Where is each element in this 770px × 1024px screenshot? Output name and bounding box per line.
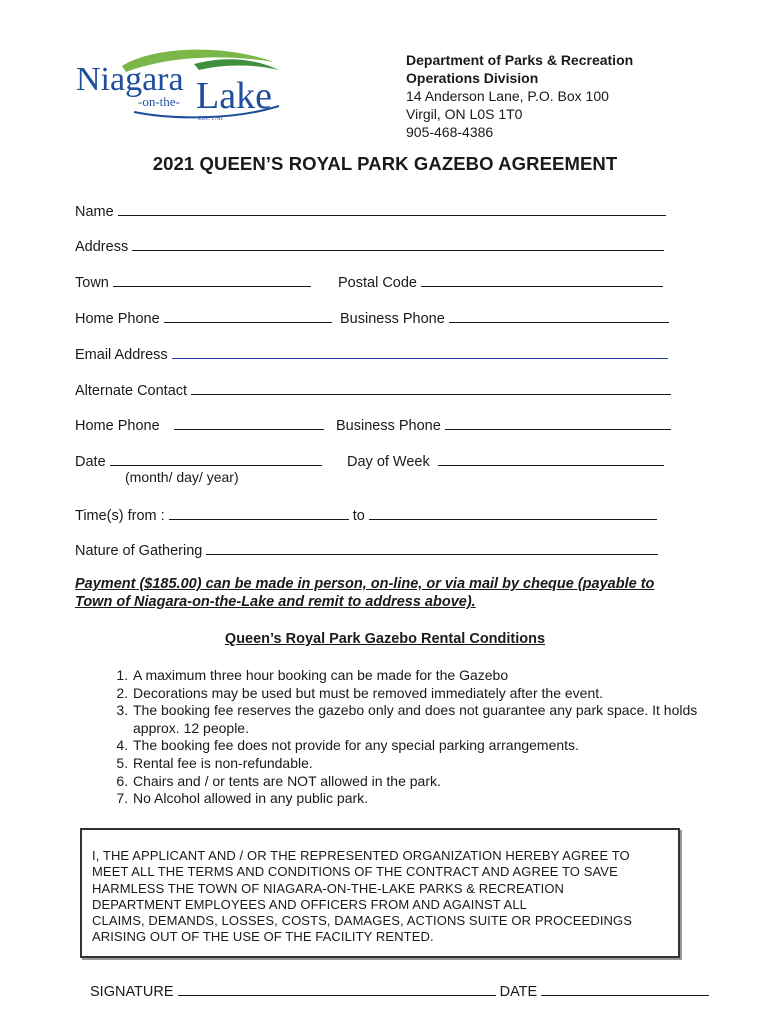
signature-label: SIGNATURE [90, 984, 174, 1000]
postal-code-label: Postal Code [338, 275, 417, 291]
alternate-contact-field[interactable] [191, 380, 671, 395]
address-row [75, 236, 664, 256]
home-phone-label: Home Phone [75, 311, 160, 327]
conditions-list [92, 667, 742, 808]
city-postal: Virgil, ON L0S 1T0 [406, 106, 523, 122]
condition-item: 2. Decorations may be used but must be removed immediately after the event. [132, 685, 742, 703]
alternate-contact-label: Alternate Contact [75, 383, 188, 399]
town-label: Town [75, 275, 109, 291]
logo-word-lake: Lake [196, 75, 272, 117]
signature-date-field[interactable] [541, 981, 709, 996]
agreement-line: I, THE APPLICANT AND / OR THE REPRESENTED ORGANIZATION HEREBY AGREE TO [92, 848, 630, 863]
agreement-box [80, 828, 680, 958]
name-row [75, 201, 666, 221]
times-to-field[interactable] [369, 505, 657, 520]
nature-label: Nature of Gathering [75, 543, 203, 559]
times-row [75, 505, 657, 525]
street-address: 14 Anderson Lane, P.O. Box 100 [406, 88, 609, 104]
condition-item: 4. The booking fee does not provide for any special parking arrangements. [132, 737, 742, 755]
condition-item: 3. The booking fee reserves the gazebo only and does not guarantee any park space. It holds approx. 12 people. [132, 702, 742, 737]
home-phone-2-label: Home Phone [75, 418, 160, 434]
address-field[interactable] [132, 236, 664, 251]
town-logo [74, 48, 286, 122]
business-phone-2-field[interactable] [445, 415, 671, 430]
business-phone-2-row [336, 415, 671, 435]
town-row [75, 272, 311, 292]
name-label: Name [75, 204, 114, 220]
nature-field[interactable] [206, 540, 658, 555]
agreement-line: MEET ALL THE TERMS AND CONDITIONS OF THE CONTRACT AND AGREE TO SAVE [92, 864, 618, 880]
phone-number: 905-468-4386 [406, 124, 494, 140]
home-phone-row [75, 308, 332, 328]
home-phone-field[interactable] [164, 308, 332, 323]
page-title: 2021 QUEEN’S ROYAL PARK GAZEBO AGREEMENT [152, 153, 618, 174]
postal-code-row [338, 272, 663, 292]
times-to-label: to [352, 508, 365, 524]
department-address [406, 51, 633, 141]
date-format-hint: (month/ day/ year) [125, 469, 239, 485]
email-field[interactable] [172, 344, 668, 359]
business-phone-label: Business Phone [340, 311, 445, 327]
nature-row [75, 540, 658, 560]
date-row [75, 451, 322, 471]
condition-item: 6. Chairs and / or tents are NOT allowed in the park. [132, 773, 742, 791]
times-from-field[interactable] [169, 505, 349, 520]
agreement-line: DEPARTMENT EMPLOYEES AND OFFICERS FROM AND AGAINST ALL [92, 896, 527, 912]
condition-item: 7. No Alcohol allowed in any public park. [132, 790, 742, 808]
business-phone-field[interactable] [449, 308, 669, 323]
home-phone-2-row [75, 415, 324, 435]
agreement-line: HARMLESS THE TOWN OF NIAGARA-ON-THE-LAKE PARKS & RECREATION [92, 880, 565, 896]
signature-field[interactable] [178, 981, 496, 996]
times-from-label: Time(s) from : [75, 508, 165, 524]
day-of-week-label: Day of Week [347, 454, 430, 470]
date-field[interactable] [110, 451, 322, 466]
signature-row [90, 981, 709, 1000]
division-name: Operations Division [406, 70, 539, 86]
postal-code-field[interactable] [421, 272, 663, 287]
alternate-contact-row [75, 380, 671, 400]
department-name: Department of Parks & Recreation [406, 52, 634, 68]
business-phone-2-label: Business Phone [336, 418, 441, 434]
town-field[interactable] [113, 272, 311, 287]
condition-item: 1. A maximum three hour booking can be made for the Gazebo [132, 667, 742, 685]
email-row [75, 344, 668, 364]
payment-notice: Payment ($185.00) can be made in person, on-line, or via mail by cheque (payable to Town of Niagara-on-the-Lake and remit to address above). [75, 576, 655, 610]
conditions-title: Queen’s Royal Park Gazebo Rental Conditions [224, 631, 546, 647]
agreement-line: CLAIMS, DEMANDS, LOSSES, COSTS, DAMAGES, ACTIONS SUITE OR PROCEEDINGS [92, 913, 633, 929]
logo-est: EST. 1781 [198, 116, 224, 122]
signature-date-label: DATE [499, 984, 538, 1000]
condition-item: 5. Rental fee is non-refundable. [132, 755, 742, 773]
date-label: Date [75, 454, 106, 470]
name-field[interactable] [118, 201, 666, 216]
logo-word-on-the: -on-the- [138, 94, 180, 109]
home-phone-2-field[interactable] [174, 415, 324, 430]
email-label: Email Address [75, 347, 168, 363]
agreement-line: ARISING OUT OF THE USE OF THE FACILITY RENTED. [92, 929, 434, 945]
day-of-week-field[interactable] [438, 451, 664, 466]
logo-word-niagara: Niagara [76, 61, 184, 98]
day-of-week-row [347, 451, 664, 471]
business-phone-row [340, 308, 669, 328]
address-label: Address [75, 239, 129, 255]
